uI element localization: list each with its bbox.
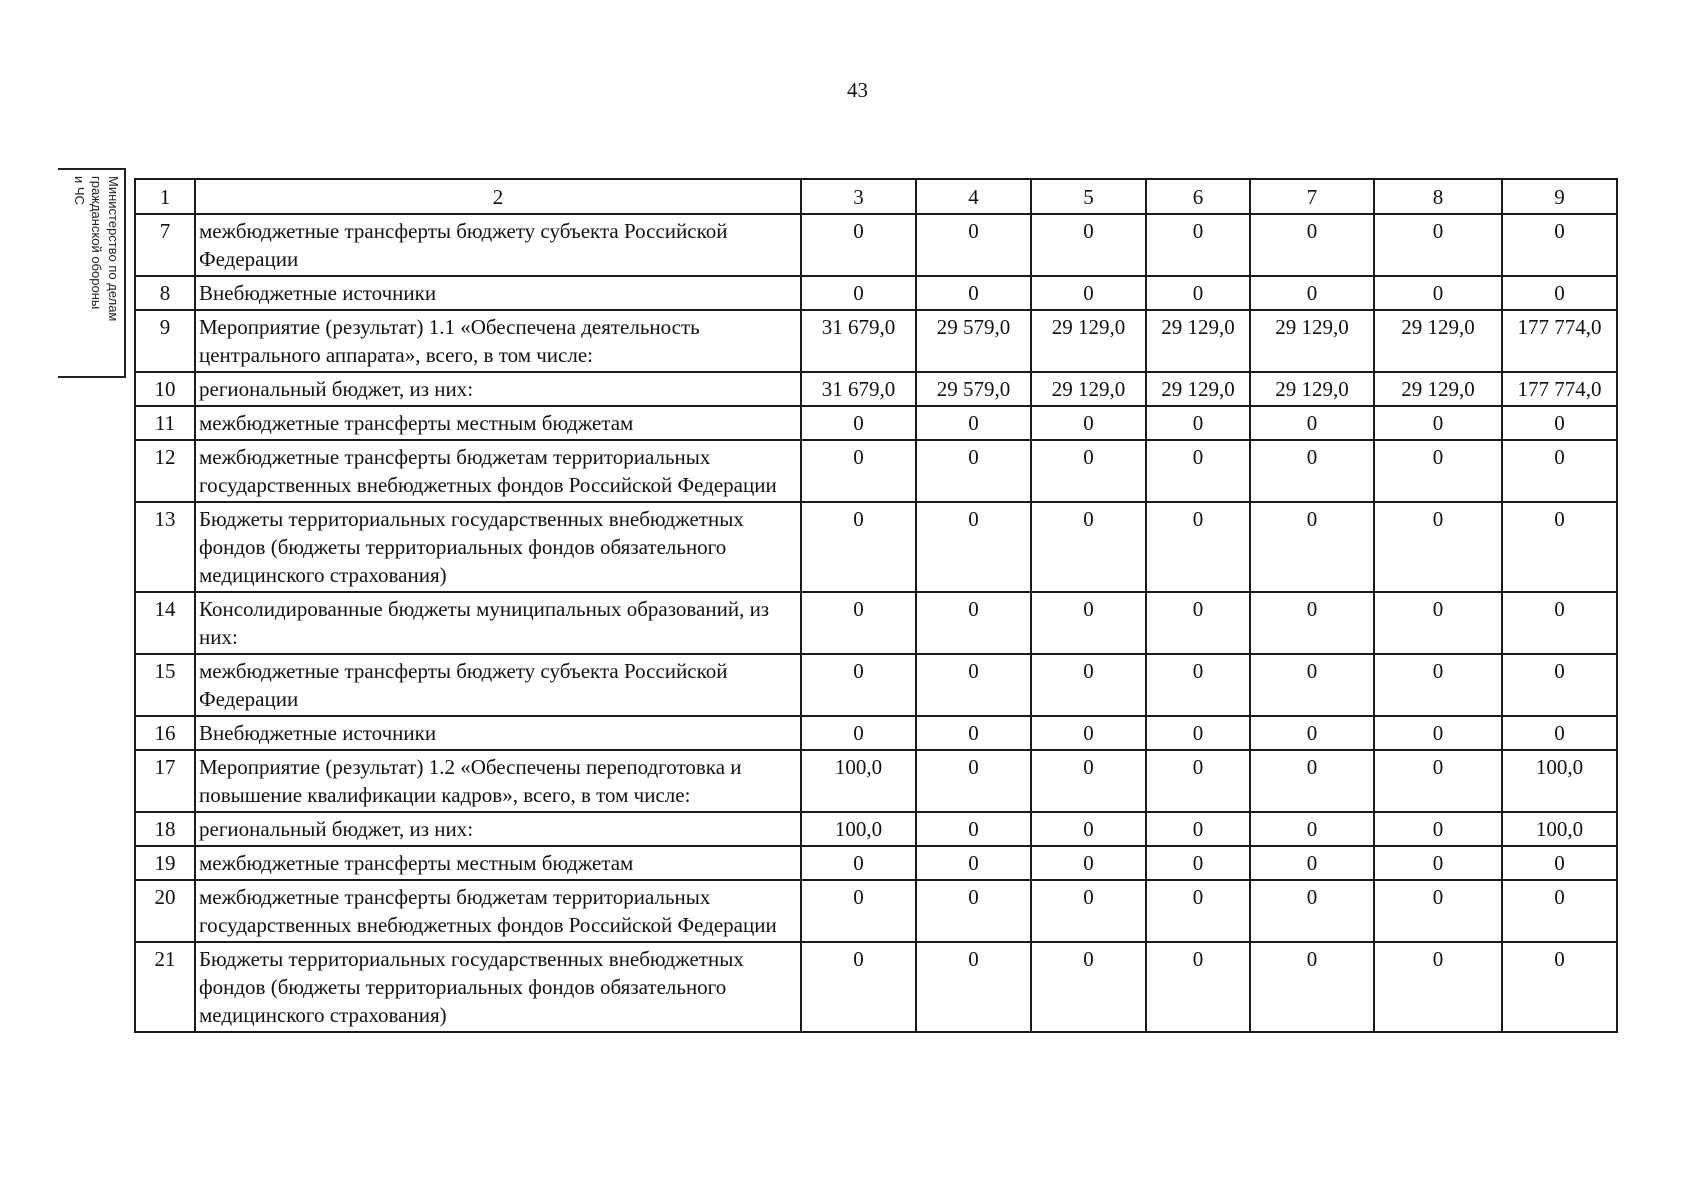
value-cell: 0 xyxy=(916,406,1031,440)
value-cell: 0 xyxy=(1502,502,1617,592)
value-cell: 31 679,0 xyxy=(801,372,916,406)
value-cell: 29 579,0 xyxy=(916,310,1031,372)
value-cell: 29 129,0 xyxy=(1146,310,1250,372)
row-name: Внебюджетные источники xyxy=(195,276,801,310)
value-cell: 0 xyxy=(1031,716,1146,750)
value-cell: 0 xyxy=(1031,880,1146,942)
value-cell: 0 xyxy=(1374,502,1502,592)
value-cell: 29 129,0 xyxy=(1374,310,1502,372)
value-cell: 0 xyxy=(801,942,916,1032)
value-cell: 0 xyxy=(1146,880,1250,942)
header-row xyxy=(135,179,1617,214)
column-header: 1 xyxy=(135,179,195,214)
value-cell: 0 xyxy=(1250,502,1374,592)
value-cell: 0 xyxy=(1031,502,1146,592)
value-cell: 0 xyxy=(916,942,1031,1032)
value-cell: 0 xyxy=(1502,716,1617,750)
value-cell: 0 xyxy=(1031,214,1146,276)
table-row xyxy=(135,310,1617,372)
value-cell: 0 xyxy=(1031,942,1146,1032)
table-row xyxy=(135,406,1617,440)
value-cell: 0 xyxy=(1250,406,1374,440)
column-header: 7 xyxy=(1250,179,1374,214)
row-name: межбюджетные трансферты бюджету субъекта Российской Федерации xyxy=(195,654,801,716)
row-number: 7 xyxy=(135,214,195,276)
column-header: 4 xyxy=(916,179,1031,214)
column-header: 5 xyxy=(1031,179,1146,214)
value-cell: 0 xyxy=(1146,276,1250,310)
value-cell: 0 xyxy=(1146,716,1250,750)
value-cell: 0 xyxy=(1374,942,1502,1032)
value-cell: 0 xyxy=(1502,214,1617,276)
value-cell: 0 xyxy=(1502,440,1617,502)
row-number: 15 xyxy=(135,654,195,716)
value-cell: 0 xyxy=(1502,592,1617,654)
row-name: Мероприятие (результат) 1.2 «Обеспечены переподготовка и повышение квалификации кадров», всего, в том числе: xyxy=(195,750,801,812)
value-cell: 0 xyxy=(1250,592,1374,654)
value-cell: 0 xyxy=(1374,592,1502,654)
value-cell: 0 xyxy=(1374,654,1502,716)
value-cell: 0 xyxy=(801,880,916,942)
value-cell: 0 xyxy=(916,592,1031,654)
row-number: 19 xyxy=(135,846,195,880)
value-cell: 29 129,0 xyxy=(1031,310,1146,372)
table-row xyxy=(135,654,1617,716)
value-cell: 0 xyxy=(1250,276,1374,310)
value-cell: 31 679,0 xyxy=(801,310,916,372)
column-header: 2 xyxy=(195,179,801,214)
value-cell: 0 xyxy=(801,440,916,502)
value-cell: 0 xyxy=(801,846,916,880)
stamp-line: гражданской обороны xyxy=(89,176,104,310)
row-name: межбюджетные трансферты местным бюджетам xyxy=(195,406,801,440)
value-cell: 0 xyxy=(1374,214,1502,276)
column-header: 6 xyxy=(1146,179,1250,214)
value-cell: 0 xyxy=(916,502,1031,592)
value-cell: 0 xyxy=(1146,846,1250,880)
table-body xyxy=(135,214,1617,1032)
value-cell: 29 129,0 xyxy=(1250,372,1374,406)
value-cell: 0 xyxy=(801,276,916,310)
value-cell: 0 xyxy=(1146,750,1250,812)
table-row xyxy=(135,846,1617,880)
value-cell: 0 xyxy=(916,846,1031,880)
value-cell: 0 xyxy=(1250,812,1374,846)
stamp-text xyxy=(58,170,126,380)
table-row xyxy=(135,880,1617,942)
value-cell: 0 xyxy=(801,502,916,592)
value-cell: 0 xyxy=(916,716,1031,750)
value-cell: 0 xyxy=(1146,214,1250,276)
value-cell: 0 xyxy=(1250,716,1374,750)
column-header: 9 xyxy=(1502,179,1617,214)
value-cell: 0 xyxy=(1374,880,1502,942)
value-cell: 0 xyxy=(1374,276,1502,310)
value-cell: 0 xyxy=(1374,812,1502,846)
stamp-line: Министерство по делам xyxy=(106,176,121,322)
row-number: 8 xyxy=(135,276,195,310)
value-cell: 0 xyxy=(1031,440,1146,502)
budget-table xyxy=(134,178,1618,1033)
row-name: Внебюджетные источники xyxy=(195,716,801,750)
value-cell: 0 xyxy=(1374,406,1502,440)
value-cell: 0 xyxy=(916,750,1031,812)
value-cell: 0 xyxy=(916,880,1031,942)
row-name: межбюджетные трансферты бюджетам территориальных государственных внебюджетных фондов Российской Федерации xyxy=(195,880,801,942)
row-name: межбюджетные трансферты бюджету субъекта Российской Федерации xyxy=(195,214,801,276)
value-cell: 0 xyxy=(1146,502,1250,592)
value-cell: 0 xyxy=(1502,406,1617,440)
value-cell: 0 xyxy=(1250,942,1374,1032)
value-cell: 0 xyxy=(801,716,916,750)
value-cell: 0 xyxy=(801,592,916,654)
row-number: 18 xyxy=(135,812,195,846)
table-row xyxy=(135,716,1617,750)
value-cell: 0 xyxy=(916,214,1031,276)
value-cell: 0 xyxy=(1502,880,1617,942)
value-cell: 29 129,0 xyxy=(1250,310,1374,372)
row-name: межбюджетные трансферты местным бюджетам xyxy=(195,846,801,880)
table-row xyxy=(135,942,1617,1032)
value-cell: 0 xyxy=(1250,750,1374,812)
value-cell: 29 129,0 xyxy=(1374,372,1502,406)
value-cell: 177 774,0 xyxy=(1502,310,1617,372)
table-row xyxy=(135,214,1617,276)
value-cell: 0 xyxy=(1502,942,1617,1032)
row-name: Бюджеты территориальных государственных внебюджетных фондов (бюджеты территориальных фондов обязательного медицинского страхования) xyxy=(195,502,801,592)
row-name: региональный бюджет, из них: xyxy=(195,372,801,406)
value-cell: 0 xyxy=(916,276,1031,310)
value-cell: 0 xyxy=(1250,214,1374,276)
table-row xyxy=(135,592,1617,654)
value-cell: 0 xyxy=(1146,812,1250,846)
registration-stamp xyxy=(58,168,126,378)
value-cell: 0 xyxy=(1502,846,1617,880)
value-cell: 0 xyxy=(1031,276,1146,310)
value-cell: 0 xyxy=(1374,846,1502,880)
value-cell: 0 xyxy=(1031,812,1146,846)
value-cell: 0 xyxy=(1146,406,1250,440)
table-row xyxy=(135,440,1617,502)
value-cell: 0 xyxy=(801,214,916,276)
value-cell: 0 xyxy=(801,654,916,716)
value-cell: 0 xyxy=(1250,846,1374,880)
value-cell: 0 xyxy=(1374,440,1502,502)
column-header: 3 xyxy=(801,179,916,214)
table-row xyxy=(135,812,1617,846)
value-cell: 0 xyxy=(1031,750,1146,812)
row-name: межбюджетные трансферты бюджетам территориальных государственных внебюджетных фондов Российской Федерации xyxy=(195,440,801,502)
row-number: 21 xyxy=(135,942,195,1032)
table-row xyxy=(135,750,1617,812)
value-cell: 0 xyxy=(1146,654,1250,716)
row-number: 9 xyxy=(135,310,195,372)
value-cell: 0 xyxy=(1031,406,1146,440)
row-name: региональный бюджет, из них: xyxy=(195,812,801,846)
row-number: 17 xyxy=(135,750,195,812)
table-row xyxy=(135,276,1617,310)
value-cell: 0 xyxy=(1250,440,1374,502)
value-cell: 0 xyxy=(1250,880,1374,942)
value-cell: 0 xyxy=(1250,654,1374,716)
value-cell: 0 xyxy=(916,812,1031,846)
value-cell: 0 xyxy=(1502,276,1617,310)
value-cell: 0 xyxy=(1146,592,1250,654)
column-header: 8 xyxy=(1374,179,1502,214)
value-cell: 100,0 xyxy=(1502,812,1617,846)
value-cell: 100,0 xyxy=(801,750,916,812)
table-row xyxy=(135,502,1617,592)
value-cell: 29 129,0 xyxy=(1146,372,1250,406)
row-name: Бюджеты территориальных государственных внебюджетных фондов (бюджеты территориальных фондов обязательного медицинского страхования) xyxy=(195,942,801,1032)
value-cell: 0 xyxy=(801,406,916,440)
row-number: 20 xyxy=(135,880,195,942)
row-number: 13 xyxy=(135,502,195,592)
value-cell: 100,0 xyxy=(1502,750,1617,812)
value-cell: 0 xyxy=(1374,716,1502,750)
page-number: 43 xyxy=(847,78,868,102)
value-cell: 29 579,0 xyxy=(916,372,1031,406)
stamp-line: и ЧС xyxy=(72,176,87,205)
table-row xyxy=(135,372,1617,406)
row-name: Консолидированные бюджеты муниципальных образований, из них: xyxy=(195,592,801,654)
value-cell: 0 xyxy=(1031,846,1146,880)
value-cell: 0 xyxy=(916,440,1031,502)
value-cell: 0 xyxy=(1146,942,1250,1032)
row-number: 12 xyxy=(135,440,195,502)
row-number: 14 xyxy=(135,592,195,654)
value-cell: 29 129,0 xyxy=(1031,372,1146,406)
value-cell: 100,0 xyxy=(801,812,916,846)
row-number: 16 xyxy=(135,716,195,750)
value-cell: 177 774,0 xyxy=(1502,372,1617,406)
value-cell: 0 xyxy=(1031,654,1146,716)
value-cell: 0 xyxy=(1502,654,1617,716)
row-number: 10 xyxy=(135,372,195,406)
value-cell: 0 xyxy=(1146,440,1250,502)
value-cell: 0 xyxy=(916,654,1031,716)
value-cell: 0 xyxy=(1031,592,1146,654)
value-cell: 0 xyxy=(1374,750,1502,812)
row-name: Мероприятие (результат) 1.1 «Обеспечена деятельность центрального аппарата», всего, в том числе: xyxy=(195,310,801,372)
row-number: 11 xyxy=(135,406,195,440)
